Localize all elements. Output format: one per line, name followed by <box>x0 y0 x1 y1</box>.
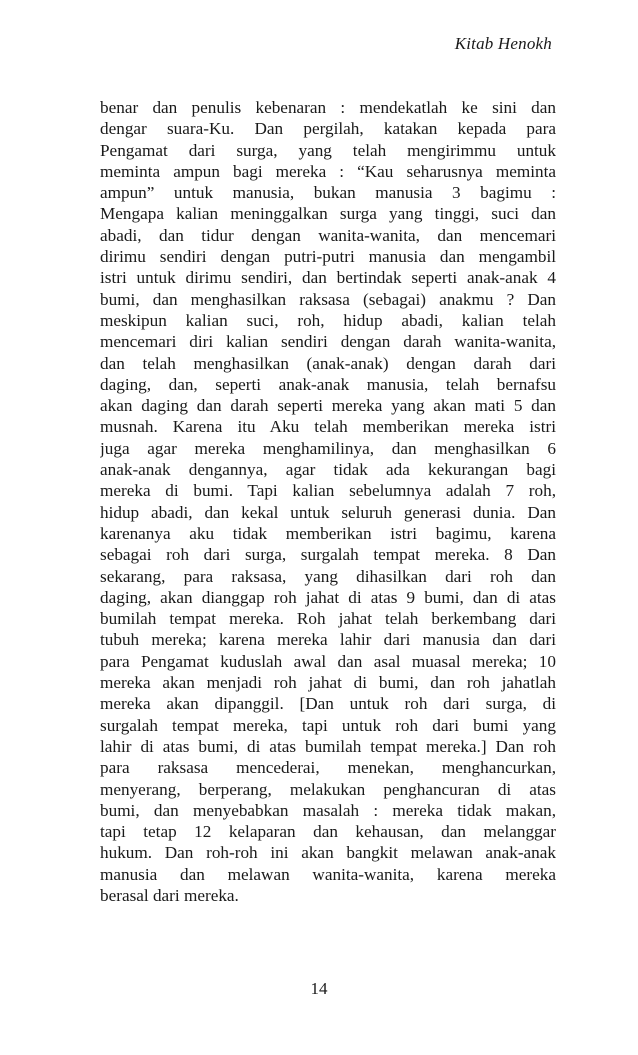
text-line: tubuh mereka; karena mereka lahir dari manusia dan dari <box>100 630 556 650</box>
body-text <box>100 97 556 906</box>
text-line: dirimu sendiri dengan putri-putri manusia dan mengambil <box>100 247 556 267</box>
text-line: lahir di atas bumi, di atas bumilah tempat mereka.] Dan roh <box>100 736 556 756</box>
page-number: 14 <box>310 979 328 998</box>
text-line: meskipun kalian suci, roh, hidup abadi, kalian telah <box>100 310 556 330</box>
text-line: dengar suara-Ku. Dan pergilah, katakan kepada para <box>100 119 556 139</box>
text-line: Pengamat dari surga, yang telah mengirimmu untuk <box>100 140 556 160</box>
text-line: sekarang, para raksasa, yang dihasilkan dari roh dan <box>100 566 556 586</box>
text-line: para raksasa mencederai, menekan, menghancurkan, <box>100 758 556 778</box>
text-line: istri untuk dirimu sendiri, dan bertindak seperti anak-anak 4 <box>100 268 556 288</box>
text-line: manusia dan melawan wanita-wanita, karena mereka <box>100 864 556 884</box>
text-line: hukum. Dan roh-roh ini akan bangkit melawan anak-anak <box>100 843 556 863</box>
text-line: sebagai roh dari surga, surgalah tempat mereka. 8 Dan <box>100 545 556 565</box>
text-line: daging, akan dianggap roh jahat di atas 9 bumi, dan di atas <box>100 587 556 607</box>
text-line: surgalah tempat mereka, tapi untuk roh dari bumi yang <box>100 715 556 735</box>
text-line: akan daging dan darah seperti mereka yang akan mati 5 dan <box>100 396 556 416</box>
text-line: bumi, dan menghasilkan raksasa (sebagai) anakmu ? Dan <box>100 289 556 309</box>
text-line: hidup abadi, dan kekal untuk seluruh generasi dunia. Dan <box>100 502 556 522</box>
text-line: para Pengamat kuduslah awal dan asal muasal mereka; 10 <box>100 651 556 671</box>
text-line: tapi tetap 12 kelaparan dan kehausan, dan melanggar <box>100 822 556 842</box>
text-line: benar dan penulis kebenaran : mendekatlah ke sini dan <box>100 98 556 117</box>
text-line: mereka di bumi. Tapi kalian sebelumnya adalah 7 roh, <box>100 481 556 501</box>
text-line: mereka akan menjadi roh jahat di bumi, dan roh jahatlah <box>100 673 556 693</box>
text-line: anak-anak dengannya, agar tidak ada kekurangan bagi <box>100 460 556 480</box>
text-line: karenanya aku tidak memberikan istri bagimu, karena <box>100 523 556 543</box>
text-line: bumi, dan menyebabkan masalah : mereka tidak makan, <box>100 800 556 820</box>
text-line: dan telah menghasilkan (anak-anak) dengan darah dari <box>100 353 556 373</box>
text-line: meminta ampun bagi mereka : “Kau seharusnya meminta <box>100 161 556 181</box>
text-line: menyerang, berperang, melakukan penghancuran di atas <box>100 779 556 799</box>
text-line: berasal dari mereka. <box>100 885 239 905</box>
running-header: Kitab Henokh <box>454 34 552 53</box>
text-line: mereka akan dipanggil. [Dan untuk roh dari surga, di <box>100 694 556 714</box>
text-line: juga agar mereka menghamilinya, dan menghasilkan 6 <box>100 438 556 458</box>
text-line: abadi, dan tidur dengan wanita-wanita, dan mencemari <box>100 225 556 245</box>
text-line: daging, dan, seperti anak-anak manusia, telah bernafsu <box>100 374 556 394</box>
text-line: ampun” untuk manusia, bukan manusia 3 bagimu : <box>100 183 556 203</box>
text-line: Mengapa kalian meninggalkan surga yang tinggi, suci dan <box>100 204 556 224</box>
text-line: bumilah tempat mereka. Roh jahat telah berkembang dari <box>100 609 556 629</box>
text-line: musnah. Karena itu Aku telah memberikan mereka istri <box>100 417 556 437</box>
text-line: mencemari diri kalian sendiri dengan darah wanita-wanita, <box>100 332 556 352</box>
